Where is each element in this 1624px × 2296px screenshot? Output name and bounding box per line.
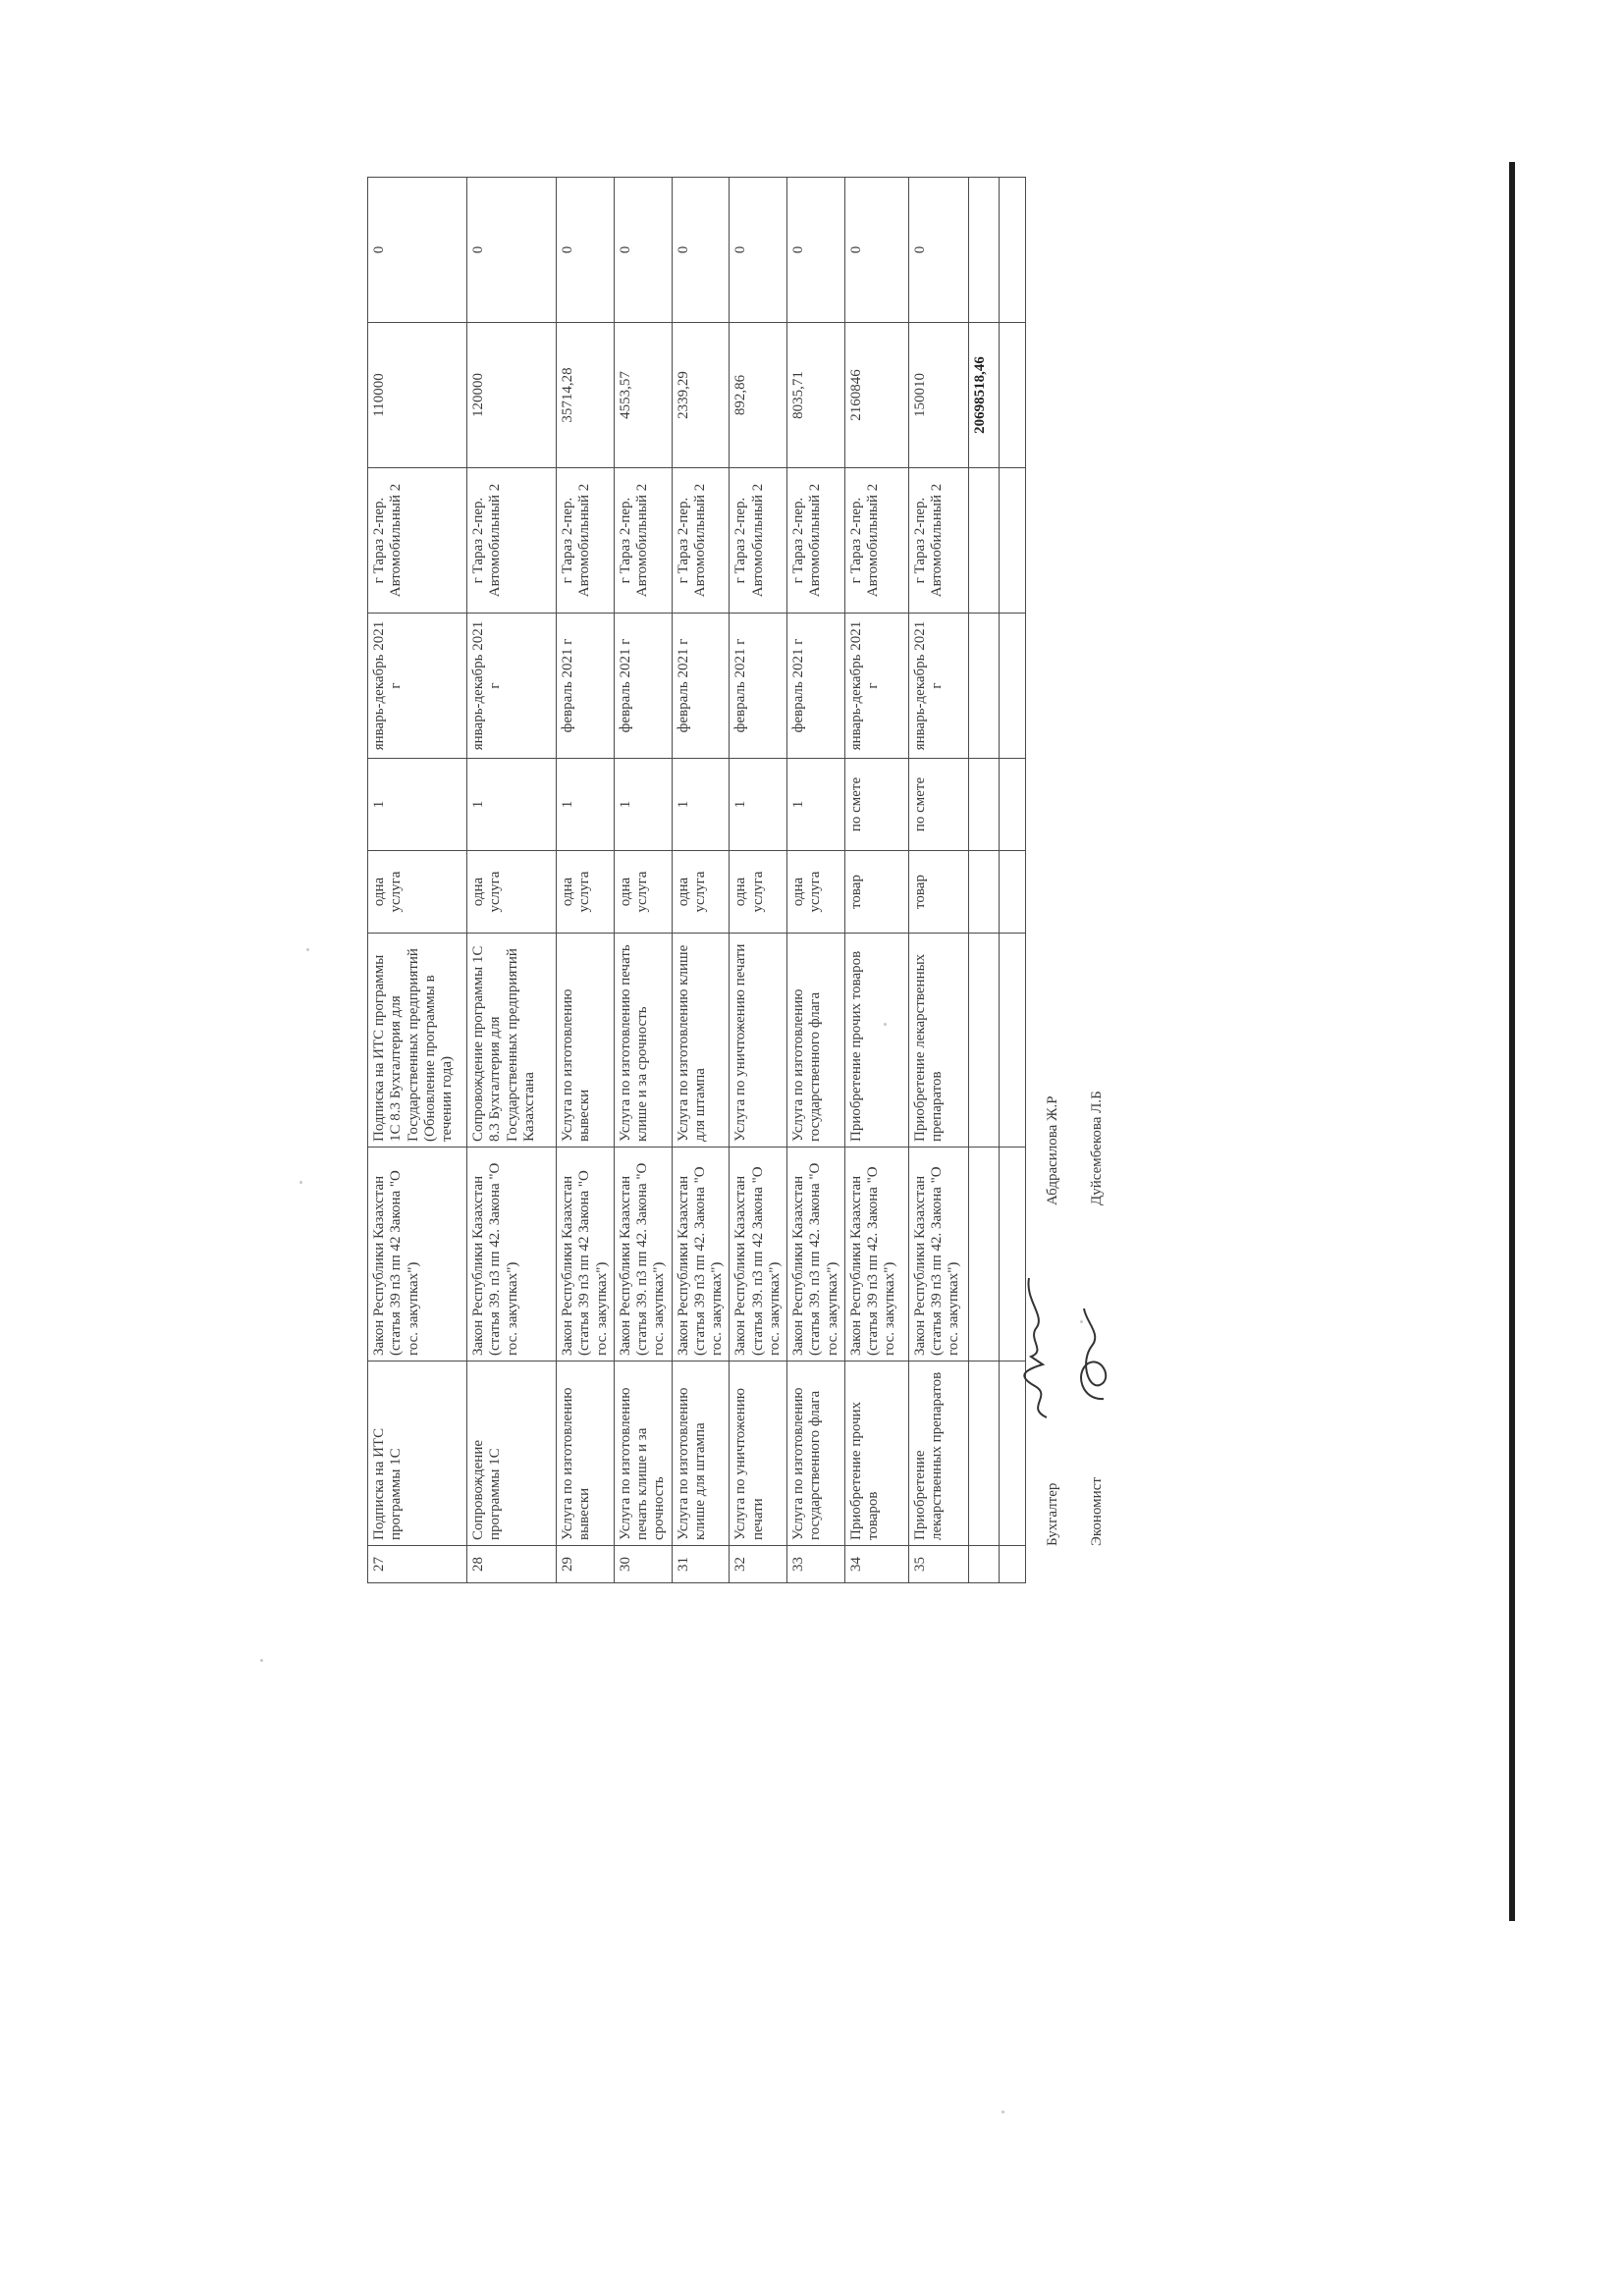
item-description: Подписка на ИТС программы 1С 8.3 Бухгалтерия для Государственных предприятий (Обновление программы в течении года) [368, 934, 467, 1148]
unit: одна услуга [368, 851, 467, 934]
amount: 120000 [467, 323, 557, 468]
period: февраль 2021 г [730, 614, 787, 759]
empty-cell [999, 934, 1025, 1148]
total-row [968, 178, 999, 1583]
quantity: 1 [730, 759, 787, 851]
empty-cell [999, 1546, 1025, 1583]
item-name: Приобретение прочих товаров [844, 1362, 908, 1546]
advance: 0 [672, 178, 730, 323]
item-name: Услуга по изготовлению государственного флага [787, 1362, 845, 1546]
total-amount: 20698518,46 [968, 323, 999, 468]
delivery-place: г Тараз 2-пер. Автомобильный 2 [672, 468, 730, 614]
delivery-place: г Тараз 2-пер. Автомобильный 2 [787, 468, 845, 614]
empty-cell [968, 178, 999, 323]
table-row [730, 178, 787, 1583]
empty-cell [968, 1362, 999, 1546]
item-name: Услуга по изготовлению печать клише и за срочность [614, 1362, 672, 1546]
empty-cell [968, 851, 999, 934]
table-row [368, 178, 467, 1583]
delivery-place: г Тараз 2-пер. Автомобильный 2 [467, 468, 557, 614]
unit: одна услуга [730, 851, 787, 934]
economist-label: Экономист [1089, 1477, 1105, 1546]
quantity: по смете [844, 759, 908, 851]
empty-cell [999, 614, 1025, 759]
advance: 0 [467, 178, 557, 323]
quantity: по смете [908, 759, 968, 851]
delivery-place: г Тараз 2-пер. Автомобильный 2 [368, 468, 467, 614]
rotated-document [367, 0, 1105, 1583]
amount: 2339,29 [672, 323, 730, 468]
row-number: 30 [614, 1546, 672, 1583]
quantity: 1 [614, 759, 672, 851]
empty-cell [968, 614, 999, 759]
scan-speck [306, 948, 309, 951]
amount: 8035,71 [787, 323, 845, 468]
item-description: Сопровождение программы 1С 8.3 Бухгалтерия для Государственных предприятий Казахстана [467, 934, 557, 1148]
delivery-place: г Тараз 2-пер. Автомобильный 2 [844, 468, 908, 614]
accountant-signature [1017, 1274, 1058, 1421]
empty-cell [999, 468, 1025, 614]
item-description: Услуга по изготовлению клише для штампа [672, 934, 730, 1148]
period: январь-декабрь 2021 г [368, 614, 467, 759]
row-number: 27 [368, 1546, 467, 1583]
amount: 110000 [368, 323, 467, 468]
delivery-place: г Тараз 2-пер. Автомобильный 2 [730, 468, 787, 614]
empty-cell [968, 934, 999, 1148]
row-number: 29 [557, 1546, 615, 1583]
row-number: 31 [672, 1546, 730, 1583]
legal-basis: Закон Республики Казахстан (статья 39 п3 пп 42. Закона "О гос. закупках") [672, 1148, 730, 1362]
row-number: 34 [844, 1546, 908, 1583]
unit: одна услуга [614, 851, 672, 934]
delivery-place: г Тараз 2-пер. Автомобильный 2 [908, 468, 968, 614]
legal-basis: Закон Республики Казахстан (статья 39. п3 пп 42. Закона "О гос. закупках") [614, 1148, 672, 1362]
advance: 0 [368, 178, 467, 323]
item-description: Приобретение прочих товаров [844, 934, 908, 1148]
empty-cell [968, 1546, 999, 1583]
unit: товар [844, 851, 908, 934]
period: январь-декабрь 2021 г [908, 614, 968, 759]
quantity: 1 [787, 759, 845, 851]
scan-speck [260, 1659, 263, 1662]
unit: товар [908, 851, 968, 934]
table-row [908, 178, 968, 1583]
empty-cell [999, 323, 1025, 468]
period: февраль 2021 г [672, 614, 730, 759]
legal-basis: Закон Республики Казахстан (статья 39 п3 пп 42. Закона "О гос. закупках") [844, 1148, 908, 1362]
table-row [557, 178, 615, 1583]
scan-speck [1001, 2110, 1004, 2113]
delivery-place: г Тараз 2-пер. Автомобильный 2 [614, 468, 672, 614]
procurement-table [367, 177, 1026, 1583]
empty-cell [999, 851, 1025, 934]
empty-cell [968, 468, 999, 614]
legal-basis: Закон Республики Казахстан (статья 39 п3 пп 42 Закона "О гос. закупках") [557, 1148, 615, 1362]
unit: одна услуга [467, 851, 557, 934]
row-number: 32 [730, 1546, 787, 1583]
period: январь-декабрь 2021 г [467, 614, 557, 759]
amount: 150010 [908, 323, 968, 468]
advance: 0 [557, 178, 615, 323]
advance: 0 [844, 178, 908, 323]
legal-basis: Закон Республики Казахстан (статья 39 п3 пп 42 Закона "О гос. закупках") [368, 1148, 467, 1362]
table-row [467, 178, 557, 1583]
item-name: Услуга по изготовлению клише для штампа [672, 1362, 730, 1546]
legal-basis: Закон Республики Казахстан (статья 39. п3 пп 42 Закона "О гос. закупках") [730, 1148, 787, 1362]
economist-name: Дуйсембекова Л.Б [1089, 1091, 1105, 1205]
quantity: 1 [672, 759, 730, 851]
item-description: Услуга по изготовлению государственного флага [787, 934, 845, 1148]
scan-edge-line [1509, 162, 1515, 1921]
item-description: Приобретение лекарственных препаратов [908, 934, 968, 1148]
item-description: Услуга по изготовлению вывески [557, 934, 615, 1148]
empty-cell [968, 759, 999, 851]
period: февраль 2021 г [557, 614, 615, 759]
advance: 0 [908, 178, 968, 323]
legal-basis: Закон Республики Казахстан (статья 39. п3 пп 42. Закона "О гос. закупках") [467, 1148, 557, 1362]
legal-basis: Закон Республики Казахстан (статья 39 п3 пп 42. Закона "О гос. закупках") [908, 1148, 968, 1362]
row-number: 28 [467, 1546, 557, 1583]
advance: 0 [787, 178, 845, 323]
amount: 2160846 [844, 323, 908, 468]
row-number: 35 [908, 1546, 968, 1583]
accountant-name: Абдрасилова Ж.Р [1045, 1095, 1060, 1205]
period: февраль 2021 г [787, 614, 845, 759]
economist-signature [1068, 1299, 1121, 1407]
unit: одна услуга [672, 851, 730, 934]
table-row [787, 178, 845, 1583]
item-name: Услуга по изготовлению вывески [557, 1362, 615, 1546]
period: январь-декабрь 2021 г [844, 614, 908, 759]
item-description: Услуга по изготовлению печать клише и за срочность [614, 934, 672, 1148]
delivery-place: г Тараз 2-пер. Автомобильный 2 [557, 468, 615, 614]
quantity: 1 [557, 759, 615, 851]
amount: 892,86 [730, 323, 787, 468]
item-name: Приобретение лекарственных препаратов [908, 1362, 968, 1546]
table-row [614, 178, 672, 1583]
unit: одна услуга [557, 851, 615, 934]
amount: 35714,28 [557, 323, 615, 468]
table-row [844, 178, 908, 1583]
amount: 4553,57 [614, 323, 672, 468]
scan-speck [299, 1181, 302, 1184]
unit: одна услуга [787, 851, 845, 934]
empty-cell [999, 178, 1025, 323]
quantity: 1 [467, 759, 557, 851]
empty-cell [968, 1148, 999, 1362]
quantity: 1 [368, 759, 467, 851]
empty-cell [999, 759, 1025, 851]
table-row [672, 178, 730, 1583]
row-number: 33 [787, 1546, 845, 1583]
legal-basis: Закон Республики Казахстан (статья 39. п3 пп 42. Закона "О гос. закупках") [787, 1148, 845, 1362]
item-name: Услуга по уничтожению печати [730, 1362, 787, 1546]
period: февраль 2021 г [614, 614, 672, 759]
item-name: Сопровождение программы 1С [467, 1362, 557, 1546]
advance: 0 [614, 178, 672, 323]
item-description: Услуга по уничтожению печати [730, 934, 787, 1148]
item-name: Подписка на ИТС программы 1С [368, 1362, 467, 1546]
accountant-label: Бухгалтер [1045, 1482, 1060, 1546]
advance: 0 [730, 178, 787, 323]
